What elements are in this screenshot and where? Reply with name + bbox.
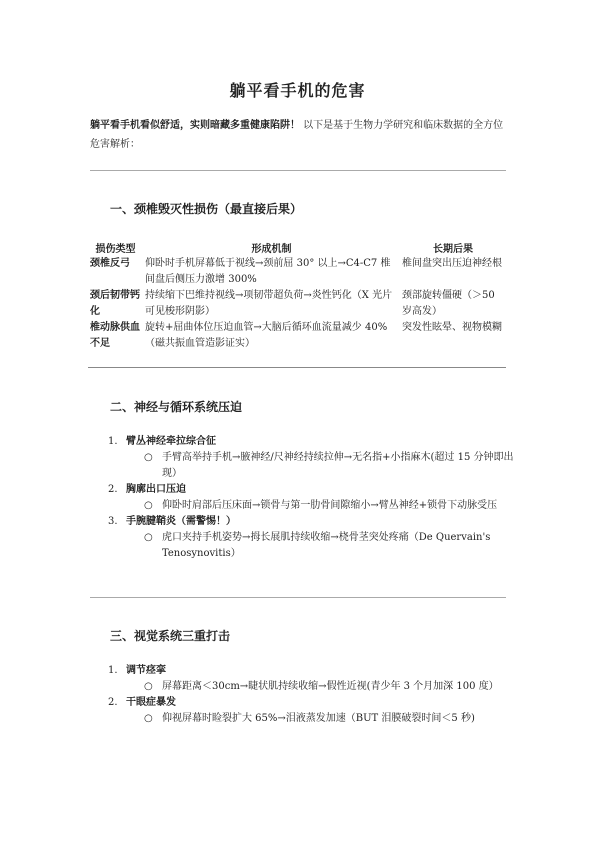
page-title: 躺平看手机的危害 <box>229 81 366 100</box>
list-number: 3. <box>108 516 118 527</box>
list-subitem-text: 手臂高举持手机→腋神经/尺神经持续拉伸→无名指+小指麻木(超过 15 分钟即出现） <box>162 452 514 479</box>
hollow-bullet-icon: ○ <box>144 681 153 692</box>
list-subitem-text: 仰卧时肩部后压床面→锁骨与第一肋骨间隙缩小→臂丛神经+锁骨下动脉受压 <box>162 500 498 511</box>
hollow-bullet-icon: ○ <box>144 452 153 463</box>
list-number: 1. <box>108 665 118 676</box>
table-cell: 颈后韧带钙化 <box>90 290 140 317</box>
table-cell: 仰卧时手机屏幕低于视线→颈前屈 30° 以上→C4-C7 椎间盘后侧压力激增 300% <box>145 258 391 285</box>
list-subitem-text: 仰视屏幕时睑裂扩大 65%→泪液蒸发加速（BUT 泪膜破裂时间＜5 秒) <box>162 713 475 724</box>
section-heading: 三、视觉系统三重打击 <box>110 629 231 643</box>
table-header: 形成机制 <box>251 243 292 255</box>
injury-table <box>88 238 506 356</box>
list-item <box>108 695 518 711</box>
table-cell: 颈部旋转僵硬（＞50 岁高发） <box>401 290 495 317</box>
intro-rest: 以下是基于生物力学研究和临床数据的全方位危害解析： <box>90 120 504 150</box>
table-cell: 椎间盘突出压迫神经根 <box>401 258 502 269</box>
table-header: 长期后果 <box>432 243 473 255</box>
list-item-title: 胸廓出口压迫 <box>126 484 186 495</box>
hollow-bullet-icon: ○ <box>144 532 153 543</box>
table-header-row <box>88 238 506 256</box>
table-row <box>88 320 506 356</box>
list-subitem-text: 屏幕距离＜30cm→睫状肌持续收缩→假性近视(青少年 3 个月加深 100 度） <box>162 681 499 692</box>
table-cell: 旋转+屈曲体位压迫血管→大脑后循环血流量减少 40%（磁共振血管造影证实） <box>145 322 388 349</box>
hollow-bullet-icon: ○ <box>144 713 153 724</box>
table-cell: 突发性眩晕、视物模糊 <box>401 322 502 333</box>
list-number: 1. <box>108 436 118 447</box>
table-row <box>88 288 506 320</box>
hollow-bullet-icon: ○ <box>144 500 153 511</box>
list-subitem <box>108 679 518 695</box>
section-heading: 一、颈椎毁灭性损伤（最直接后果） <box>110 202 303 216</box>
table-header: 损伤类型 <box>95 243 136 255</box>
list-item-title: 干眼症暴发 <box>126 697 176 708</box>
list-item <box>108 514 518 530</box>
list-subitem <box>108 498 518 514</box>
intro-bold: 躺平看手机看似舒适，实则暗藏多重健康陷阱！ <box>90 120 300 131</box>
list-item <box>108 482 518 498</box>
numbered-list <box>108 434 518 562</box>
list-number: 2. <box>108 484 118 495</box>
table-cell: 椎动脉供血不足 <box>90 322 140 349</box>
list-subitem <box>108 450 518 482</box>
list-subitem <box>108 530 518 562</box>
table-row <box>88 256 506 288</box>
table-bottom-rule <box>88 367 506 368</box>
list-item-title: 手腕腱鞘炎（需警惕！） <box>126 516 236 527</box>
numbered-list <box>108 663 518 727</box>
table-cell: 颈椎反弓 <box>90 258 130 269</box>
divider <box>90 597 506 598</box>
list-item <box>108 663 518 679</box>
list-subitem <box>108 711 518 727</box>
list-item-title: 臂丛神经牵拉综合征 <box>126 436 216 447</box>
table-cell: 持续缩下巴维持视线→项韧带超负荷→炎性钙化（X 光片可见梭形阴影） <box>145 290 393 317</box>
section-heading: 二、神经与循环系统压迫 <box>110 400 243 414</box>
list-item-title: 调节痉挛 <box>126 665 166 676</box>
list-subitem-text: 虎口夹持手机姿势→拇长展肌持续收缩→桡骨茎突处疼痛（De Quervain's Tenosynovitis） <box>162 532 491 559</box>
list-item <box>108 434 518 450</box>
divider <box>90 170 506 171</box>
intro-paragraph <box>90 116 510 154</box>
list-number: 2. <box>108 697 118 708</box>
